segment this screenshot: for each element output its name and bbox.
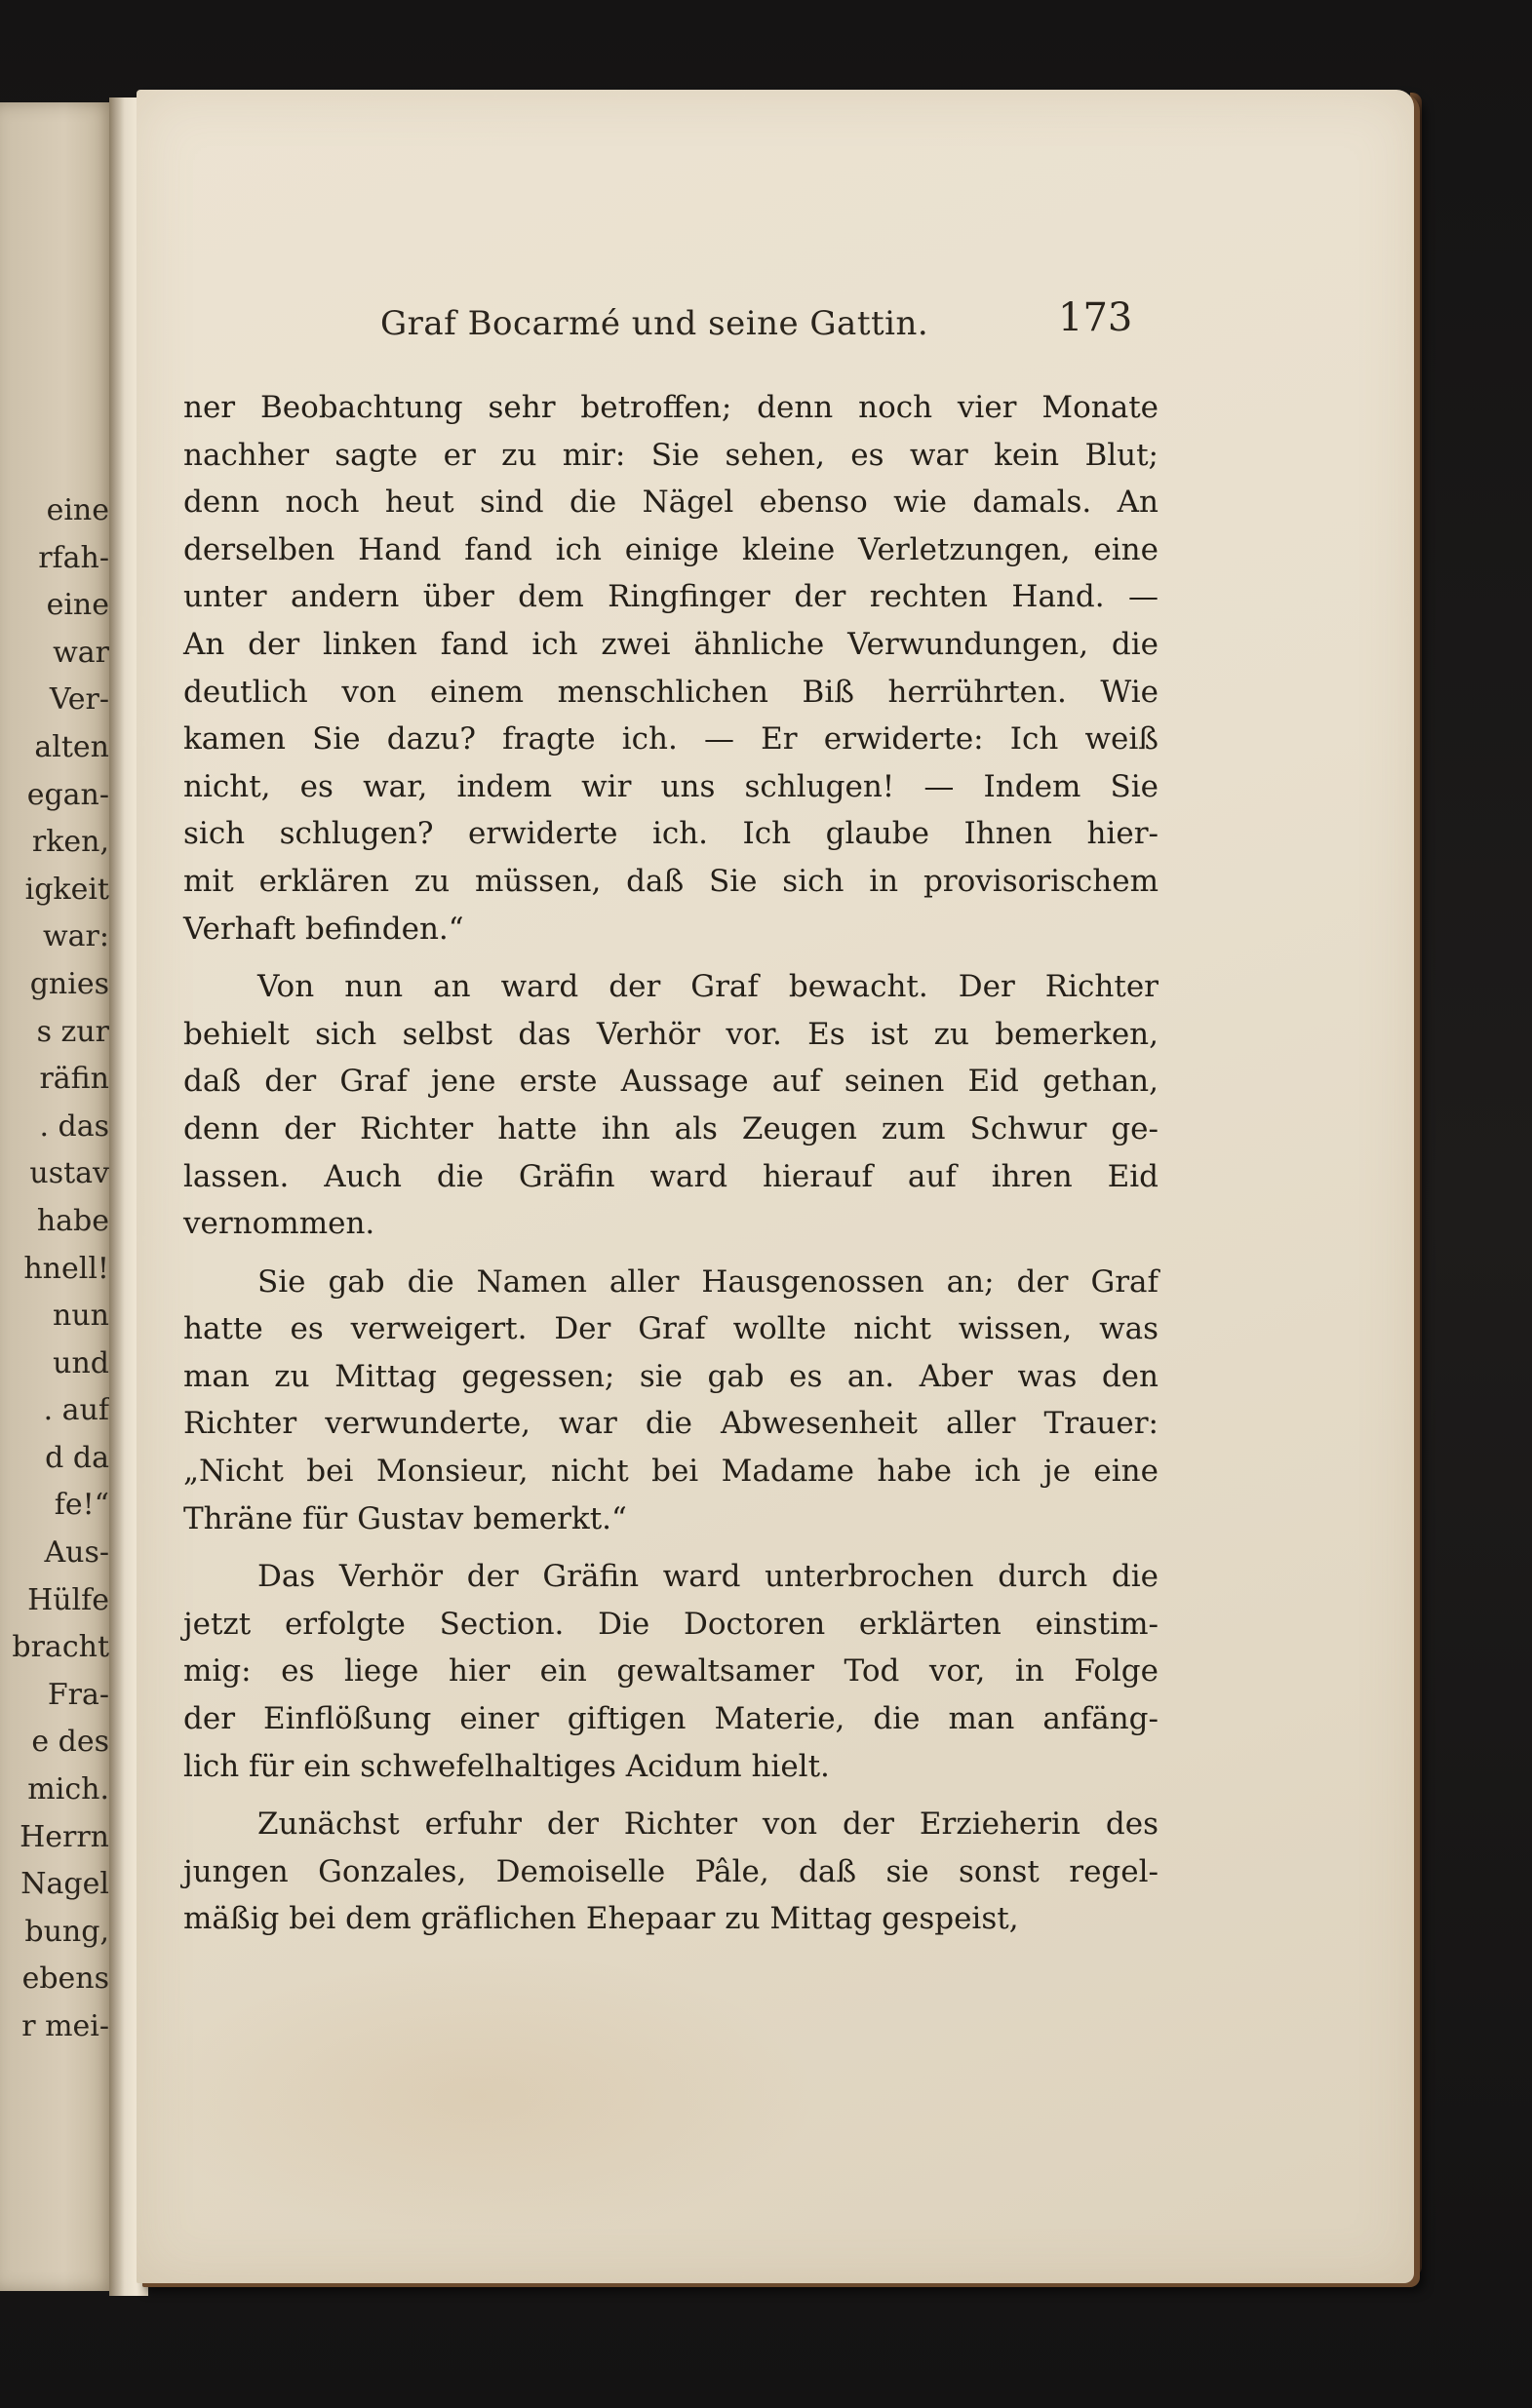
previous-page-fragment: und	[53, 1345, 109, 1380]
previous-page-fragment: rfah-	[38, 540, 109, 575]
previous-page-fragment: bracht	[12, 1630, 109, 1665]
text-line: behielt sich selbst das Verhör vor. Es ist zu bemerken,	[183, 1016, 1159, 1052]
text-line: jetzt erfolgte Section. Die Doctoren erklärten einstim-	[183, 1606, 1159, 1642]
text-line: mit erklären zu müssen, daß Sie sich in provisorischem	[183, 863, 1159, 899]
text-line: kamen Sie dazu? fragte ich. — Er erwiderte: Ich weiß	[183, 721, 1159, 757]
previous-page-fragment: ebens	[21, 1961, 109, 1997]
text-line: lassen. Auch die Gräfin ward hierauf auf ihren Eid	[183, 1158, 1159, 1194]
paper-stain	[137, 1950, 819, 2242]
paragraph	[183, 1259, 1159, 1543]
text-line: daß der Graf jene erste Aussage auf seinen Eid gethan,	[183, 1064, 1159, 1100]
text-line: lich für ein schwefelhaltiges Acidum hielt.	[183, 1748, 830, 1784]
previous-page-fragment: Fra-	[47, 1677, 109, 1712]
text-line: Zunächst erfuhr der Richter von der Erzieherin des	[257, 1806, 1159, 1843]
previous-page-fragment: r mei-	[21, 2009, 109, 2043]
text-line: hatte es verweigert. Der Graf wollte nicht wissen, was	[183, 1311, 1159, 1347]
previous-page-fragment: Aus-	[44, 1535, 109, 1571]
previous-page-fragment: Herrn	[20, 1819, 109, 1854]
previous-page-fragment: e des	[31, 1725, 109, 1760]
previous-page-fragment: bung,	[24, 1914, 109, 1949]
text-line: ner Beobachtung sehr betroffen; denn noch vier Monate	[183, 390, 1159, 425]
text-line: der Einflößung einer giftigen Materie, die man anfäng-	[183, 1701, 1159, 1737]
text-line: mäßig bei dem gräflichen Ehepaar zu Mittag gespeist,	[183, 1901, 1019, 1937]
previous-page-fragment: igkeit	[24, 872, 109, 907]
running-head: Graf Bocarmé und seine Gattin.	[380, 304, 929, 343]
previous-page-fragment: war:	[42, 919, 109, 954]
previous-page-fragment: Ver-	[49, 682, 109, 718]
text-line: deutlich von einem menschlichen Biß herrührten. Wie	[183, 674, 1159, 710]
text-line: mig: es liege hier ein gewaltsamer Tod vor, in Folge	[183, 1653, 1159, 1689]
text-line: sich schlugen? erwiderte ich. Ich glaube Ihnen hier-	[183, 816, 1159, 852]
previous-page-fragment: räfin	[39, 1062, 109, 1097]
previous-page-fragment: eine	[46, 588, 109, 623]
text-line: Sie gab die Namen aller Hausgenossen an; der Graf	[257, 1263, 1159, 1300]
previous-page-fragment: Hülfe	[27, 1582, 109, 1617]
previous-page-fragment: habe	[36, 1203, 109, 1238]
text-line: nicht, es war, indem wir uns schlugen! — Indem Sie	[183, 768, 1159, 804]
previous-page-fragment: fe!“	[54, 1488, 109, 1523]
text-line: derselben Hand fand ich einige kleine Verletzungen, eine	[183, 531, 1159, 567]
text-line: vernommen.	[183, 1206, 375, 1242]
text-line: Richter verwunderte, war die Abwesenheit aller Trauer:	[183, 1406, 1159, 1442]
text-line: man zu Mittag gegessen; sie gab es an. Aber was den	[183, 1358, 1159, 1394]
paragraph	[183, 1801, 1159, 1943]
text-line: Verhaft befinden.“	[183, 911, 464, 947]
paragraph	[183, 1553, 1159, 1790]
text-line: „Nicht bei Monsieur, nicht bei Madame habe ich je eine	[183, 1454, 1159, 1490]
text-line: nachher sagte er zu mir: Sie sehen, es war kein Blut;	[183, 437, 1159, 473]
previous-page-fragment: s zur	[36, 1014, 109, 1049]
previous-page-fragment: eine	[46, 493, 109, 527]
previous-page-fragment: gnies	[29, 966, 109, 1001]
previous-page-fragment: d da	[45, 1440, 109, 1475]
previous-page-fragment: nun	[53, 1299, 109, 1334]
text-line: denn noch heut sind die Nägel ebenso wie damals. An	[183, 485, 1159, 521]
paragraph	[183, 963, 1159, 1248]
body-text	[183, 384, 1159, 1943]
page-number: 173	[1058, 295, 1133, 340]
previous-page-fragment: alten	[34, 729, 109, 764]
previous-page-fragment: hnell!	[23, 1251, 109, 1286]
previous-page-fragment: . das	[39, 1108, 109, 1144]
previous-page-fragment: mich.	[27, 1772, 109, 1807]
text-line: denn der Richter hatte ihn als Zeugen zum Schwur ge-	[183, 1110, 1159, 1146]
text-line: Das Verhör der Gräfin ward unterbrochen durch die	[257, 1559, 1159, 1595]
paragraph	[183, 384, 1159, 952]
text-line: Thräne für Gustav bemerkt.“	[183, 1500, 627, 1536]
previous-page-fragment: . auf	[43, 1393, 109, 1428]
previous-page-text-fragments	[0, 487, 109, 2051]
previous-page-fragment: ustav	[29, 1156, 109, 1191]
previous-page	[0, 102, 117, 2291]
previous-page-fragment: rken,	[31, 825, 109, 860]
text-line: unter andern über dem Ringfinger der rechten Hand. —	[183, 579, 1159, 615]
text-line: jungen Gonzales, Demoiselle Pâle, daß sie sonst regel-	[183, 1853, 1159, 1889]
previous-page-fragment: Nagel	[20, 1867, 109, 1902]
text-line: An der linken fand ich zwei ähnliche Verwundungen, die	[183, 626, 1159, 662]
previous-page-fragment: egan-	[26, 777, 109, 812]
previous-page-fragment: war	[53, 635, 109, 670]
text-line: Von nun an ward der Graf bewacht. Der Richter	[257, 969, 1159, 1005]
